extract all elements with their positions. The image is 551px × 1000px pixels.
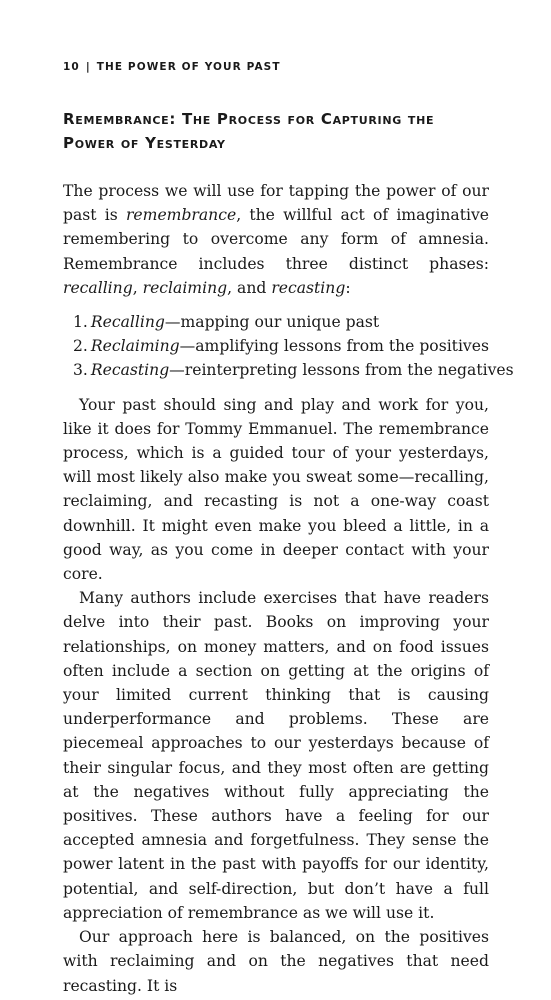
paragraph-text: , and bbox=[227, 278, 272, 297]
phases-list bbox=[63, 310, 514, 383]
list-item bbox=[73, 310, 489, 334]
page-number: 10 bbox=[63, 61, 80, 73]
paragraph-text: , bbox=[132, 278, 143, 297]
paragraph: Many authors include exercises that have readers delve into their past. Books on improving your relationships, on money matters, and on food issues often include a section on getting at the origins of your limited current thinking that is causing underperformance and problems. These are piecemeal approaches to our yesterdays because of their singular focus, and they most often are getting at the negatives without fully appreciating the positives. These authors have a feeling for our accepted amnesia and forgetfulness. They sense the power latent in the past with payoffs for our identity, potential, and self-direction, but don’t have a full appreciation of remembrance as we will use it. bbox=[63, 589, 489, 922]
phase-name: Recalling bbox=[90, 313, 165, 332]
emphasis-term: recalling bbox=[63, 278, 133, 297]
list-number: 3. bbox=[73, 361, 88, 380]
section-title-line-1: Remembrance: The Process for Capturing the bbox=[63, 110, 435, 128]
list-item bbox=[73, 358, 514, 382]
paragraph-text: The process we will use for tapping the power of our past is bbox=[63, 182, 489, 225]
list-number: 2. bbox=[73, 337, 88, 356]
running-head-separator: | bbox=[85, 61, 91, 73]
paragraph-text: , the willful act of imaginative remembering to overcome any form of amnesia. Remembrance includes three distinct phases: bbox=[63, 206, 489, 273]
paragraph: Your past should sing and play and work for you, like it does for Tommy Emmanuel. The remembrance process, which is a guided tour of your yesterdays, will most likely also make you sweat some—recalling, reclaiming, and recasting is not a one-way coast downhill. It might even make you bleed a little, in a good way, as you come in deeper contact with your core. bbox=[63, 395, 489, 584]
phase-description: —amplifying lessons from the positives bbox=[179, 337, 489, 356]
paragraph: Our approach here is balanced, on the positives with reclaiming and on the negatives that need recasting. It is bbox=[63, 928, 489, 995]
phase-name: Reclaiming bbox=[90, 337, 180, 356]
phase-description: —reinterpreting lessons from the negatives bbox=[169, 361, 514, 380]
phase-name: Recasting bbox=[90, 361, 170, 380]
paragraph-intro bbox=[63, 179, 489, 300]
body-text bbox=[63, 179, 514, 998]
phase-description: —mapping our unique past bbox=[164, 313, 380, 332]
book-title: THE POWER OF YOUR PAST bbox=[96, 61, 281, 73]
list-item bbox=[73, 334, 489, 358]
paragraph-text: : bbox=[345, 278, 351, 297]
emphasis-term: recasting bbox=[271, 278, 346, 297]
emphasis-term: reclaiming bbox=[142, 278, 228, 297]
running-head bbox=[63, 61, 281, 73]
section-title-line-2: Power of Yesterday bbox=[63, 134, 226, 152]
emphasis-term: remembrance bbox=[125, 206, 237, 225]
section-title bbox=[63, 107, 503, 155]
list-number: 1. bbox=[73, 313, 88, 332]
